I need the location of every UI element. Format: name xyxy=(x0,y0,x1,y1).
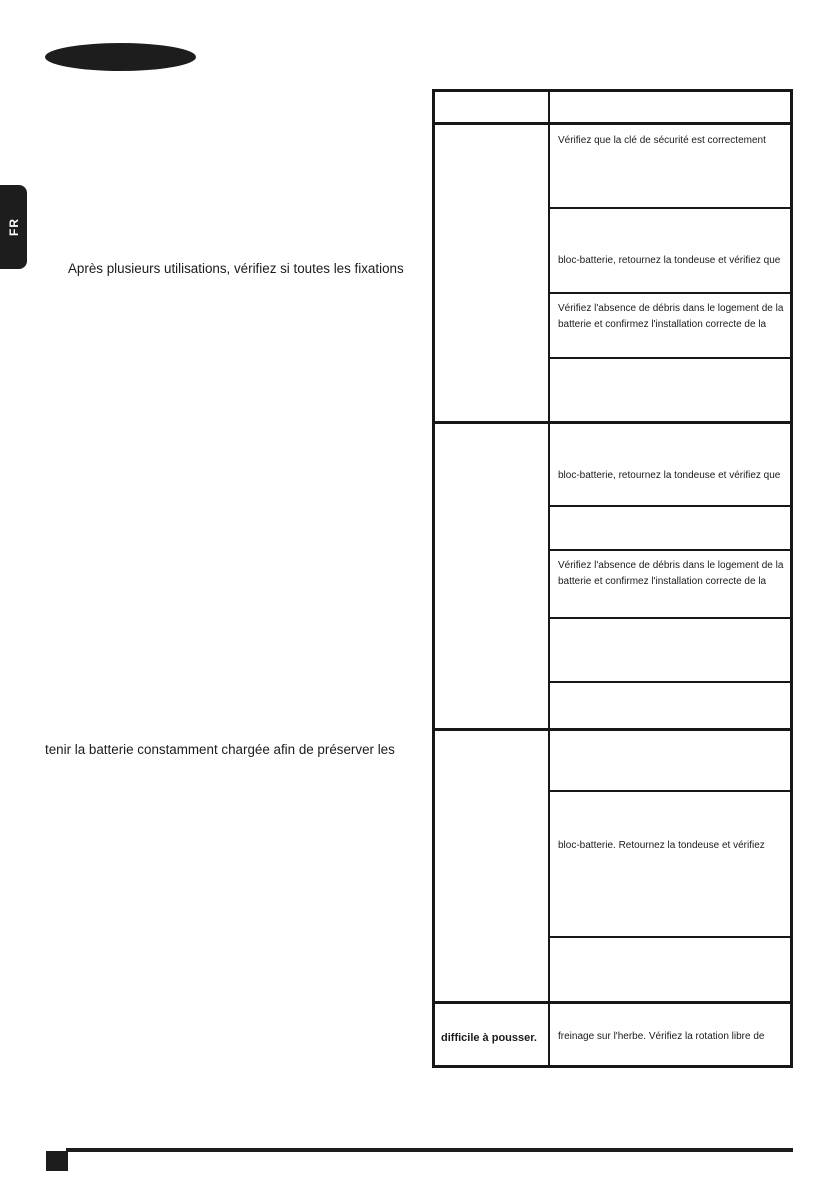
solution-cell xyxy=(550,681,790,728)
problem-cell xyxy=(435,731,550,1001)
table-row xyxy=(435,1001,790,1065)
table-header-row xyxy=(435,92,790,122)
problem-cell: difficile à pousser. xyxy=(435,1004,550,1065)
solution-cell xyxy=(550,292,790,357)
solution-cell xyxy=(550,1004,790,1065)
cell-text-line: bloc-batterie, retournez la tondeuse et vérifiez que xyxy=(558,470,781,481)
solution-cell xyxy=(550,617,790,681)
cell-text-line: Vérifiez l'absence de débris dans le logement de la xyxy=(558,303,784,314)
solution-cells xyxy=(550,424,790,728)
cell-text-line: bloc-batterie, retournez la tondeuse et vérifiez que xyxy=(558,255,781,266)
solution-cells xyxy=(550,125,790,421)
solution-cells xyxy=(550,1004,790,1065)
solution-cell xyxy=(550,936,790,1001)
cell-text-line: batterie et confirmez l'installation correcte de la xyxy=(558,319,767,330)
page-number-block xyxy=(46,1151,68,1171)
language-tab xyxy=(0,185,27,269)
table-row xyxy=(435,122,790,421)
solution-cell xyxy=(550,207,790,292)
problem-cell xyxy=(435,424,550,728)
problem-cell xyxy=(435,125,550,421)
cell-text-line: bloc-batterie. Retournez la tondeuse et vérifiez xyxy=(558,840,765,851)
body-text-fragment-1: Après plusieurs utilisations, vérifiez si toutes les fixations xyxy=(68,261,404,276)
table-row xyxy=(435,728,790,1001)
cell-text-line: Vérifiez que la clé de sécurité est correctement xyxy=(558,135,766,146)
language-tab-label: FR xyxy=(6,218,21,236)
solution-cell xyxy=(550,357,790,421)
troubleshooting-table xyxy=(432,89,793,1068)
problem-header-cell xyxy=(435,92,550,122)
solution-cell xyxy=(550,424,790,505)
solution-cell xyxy=(550,790,790,936)
cell-text-line: batterie et confirmez l'installation correcte de la xyxy=(558,576,767,587)
solution-cell xyxy=(550,731,790,790)
body-text-fragment-2: tenir la batterie constamment chargée afin de préserver les xyxy=(45,742,395,757)
brand-logo-ellipse xyxy=(45,43,196,71)
solution-cells xyxy=(550,731,790,1001)
table-row xyxy=(435,421,790,728)
solution-cell xyxy=(550,505,790,549)
footer-rule xyxy=(66,1148,793,1152)
solution-cell xyxy=(550,125,790,207)
cell-text-line: freinage sur l'herbe. Vérifiez la rotation libre de xyxy=(558,1031,765,1042)
cell-text-line: Vérifiez l'absence de débris dans le logement de la xyxy=(558,560,784,571)
solution-cell xyxy=(550,549,790,617)
solution-header-cell xyxy=(550,92,790,122)
